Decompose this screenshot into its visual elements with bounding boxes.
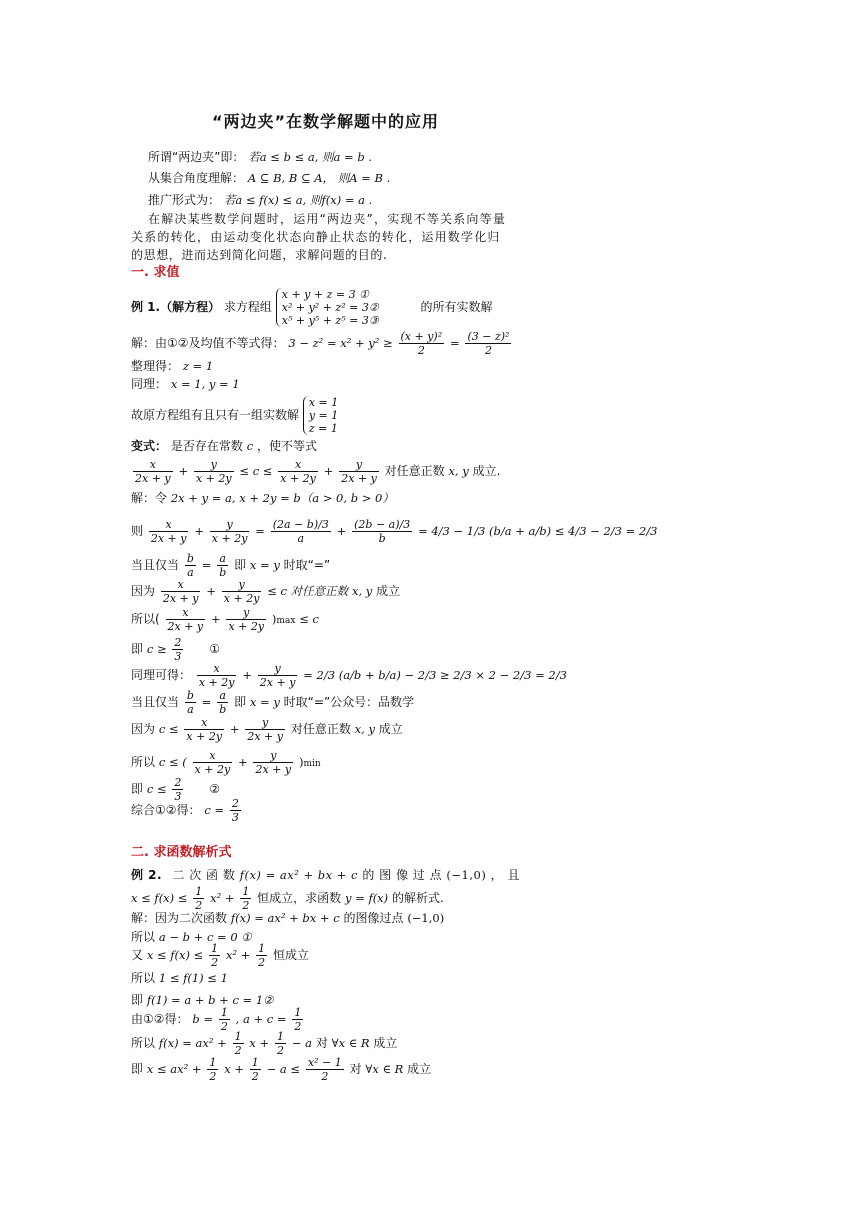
numerator: 1 xyxy=(234,1030,242,1043)
denominator: 2 xyxy=(220,1020,228,1033)
numerator: (3 − z)² xyxy=(467,330,510,343)
variant-text: 是否存在常数 xyxy=(170,439,243,453)
example-2-text-3: ， 且 xyxy=(490,868,520,882)
equals-sign: = xyxy=(201,695,212,709)
numerator: 1 xyxy=(242,885,250,898)
fraction xyxy=(278,458,318,485)
line-math-2: x + xyxy=(224,1062,244,1076)
inequality-tail-2: 成立. xyxy=(472,464,501,478)
solution-2-line-4 xyxy=(131,970,228,986)
fraction xyxy=(240,885,251,912)
denominator: 2x + y xyxy=(255,763,292,776)
line-vars: x, y xyxy=(354,722,375,736)
fraction xyxy=(230,797,241,824)
line-text: 成立 xyxy=(376,584,401,598)
line-label: 解：因为二次函数 xyxy=(131,911,228,925)
solution-2-line-7 xyxy=(131,1030,397,1057)
numerator: x xyxy=(133,458,173,472)
variant-intro xyxy=(131,438,317,454)
line-label: 即 xyxy=(131,642,144,656)
example-1-tail: 的所有实数解 xyxy=(420,300,493,314)
example-2-line-1 xyxy=(131,867,520,883)
line-text-2: 成立 xyxy=(407,1062,432,1076)
solution-2-line-1 xyxy=(131,910,444,926)
line-math: 1 ≤ f(1) ≤ 1 xyxy=(158,971,228,985)
solution-line-1-label: 解：由①②及均值不等式得： xyxy=(131,336,285,350)
numerator: x xyxy=(149,518,189,532)
example-2-line-2 xyxy=(131,885,444,912)
paren: ) xyxy=(298,755,304,769)
solution-line-12 xyxy=(131,689,414,716)
variant-inequality: $\frac{x}{2x + y}$ + $\frac{y}{x + 2y}$ ≤ c ≤ $\frac{x}{x + 2y}$ + $\frac{y}{2x + y}$ 对任意正数 x, y 成立. xyxy=(135,458,501,485)
denominator: 2 xyxy=(417,344,425,357)
fraction xyxy=(193,885,204,912)
circled-1: ① xyxy=(209,642,220,656)
example-1 xyxy=(131,286,493,328)
numerator: 1 xyxy=(220,1006,228,1019)
equation-2: x² + y² + z² = 3② xyxy=(281,301,379,314)
line-label: 因为 xyxy=(131,722,156,736)
fraction xyxy=(275,1030,286,1057)
min-subscript: min xyxy=(303,759,321,769)
line-math: x ≤ f(x) ≤ xyxy=(146,948,204,962)
line-label: 即 xyxy=(131,1062,144,1076)
line-label: 所以 xyxy=(131,971,156,985)
denominator: 2x + y xyxy=(259,676,296,689)
line-label: 所以 xyxy=(131,930,156,944)
numerator: y xyxy=(258,662,298,676)
line-math: f(x) = ax² + xyxy=(158,1036,227,1050)
denominator: x + 2y xyxy=(280,472,316,485)
denominator: 2 xyxy=(484,344,492,357)
line-label: 所以( xyxy=(131,612,160,626)
denominator: 2 xyxy=(209,1070,217,1083)
line-text: 的图像过点 xyxy=(343,911,404,925)
numerator: 1 xyxy=(251,1056,259,1069)
fraction xyxy=(233,1030,244,1057)
line-text: 即 xyxy=(234,558,247,572)
line-math: x = 1, y = 1 xyxy=(170,377,240,391)
numerator: 2 xyxy=(231,797,239,810)
fraction xyxy=(193,749,233,776)
line-text: 恒成立，求函数 xyxy=(257,891,342,905)
numerator: 1 xyxy=(258,942,266,955)
line-math: = 4/3 − 1/3 (b/a + a/b) ≤ 4/3 − 2/3 = 2/3 xyxy=(418,524,658,538)
denominator: x + 2y xyxy=(198,676,235,689)
line-vars: x, y xyxy=(351,584,373,598)
line-text-2: 的解析式. xyxy=(392,891,444,905)
example-2-point: (−1,0) xyxy=(446,868,487,882)
fraction xyxy=(250,1056,261,1083)
line-math: b = xyxy=(192,1012,214,1026)
fraction xyxy=(217,552,228,579)
intro-paragraph-line-2: 关系的转化，由运动变化状态向静止状态的转化，运用数学化归 xyxy=(131,230,501,244)
line-math: c ≤ xyxy=(146,782,167,796)
denominator: 2x + y xyxy=(341,472,377,485)
fraction xyxy=(184,716,224,743)
intro-line-3-math: 若a ≤ f(x) ≤ a, 则f(x) = a . xyxy=(223,193,373,207)
numerator: 2 xyxy=(174,636,182,649)
fraction xyxy=(133,458,173,485)
intro-line-2-label: 从集合角度理解： xyxy=(148,171,245,185)
denominator: 3 xyxy=(231,811,239,824)
fraction xyxy=(245,716,285,743)
denominator: b xyxy=(378,532,386,545)
denominator: 2x + y xyxy=(150,532,187,545)
numerator: a xyxy=(217,552,228,566)
line-label: 即 xyxy=(131,993,144,1007)
example-2-text: 二 次 函 数 xyxy=(172,868,236,882)
fraction xyxy=(399,330,445,357)
example-2-label: 例 2. xyxy=(131,868,163,882)
line-math-3: − a xyxy=(291,1036,312,1050)
fraction xyxy=(166,606,206,633)
inequality-middle: ≤ c ≤ xyxy=(239,464,273,478)
fraction xyxy=(306,1056,344,1083)
line-math: ≤ c xyxy=(299,612,319,626)
numerator: x xyxy=(184,716,224,730)
fraction xyxy=(339,458,379,485)
line-math: ≤ c 对任意正数 xyxy=(267,584,349,598)
line-math: f(1) = a + b + c = 1② xyxy=(146,993,274,1007)
max-subscript: max xyxy=(276,616,296,626)
solution-2-line-3 xyxy=(131,942,309,969)
fraction xyxy=(352,518,412,545)
line-label: 故原方程组有且只有一组实数解 xyxy=(131,408,300,422)
numerator: (2a − b)/3 xyxy=(272,518,329,531)
intro-line-3 xyxy=(148,192,372,208)
equals-sign: = xyxy=(449,336,460,350)
fraction xyxy=(194,458,234,485)
solution-line-4 xyxy=(131,396,338,435)
solution-line-1-math: 3 − z² = x² + y² ≥ xyxy=(288,336,393,350)
line-label: 当且仅当 xyxy=(131,558,180,572)
numerator: y xyxy=(253,749,293,763)
fraction xyxy=(256,942,267,969)
denominator: x + 2y xyxy=(186,730,223,743)
denominator: 2 xyxy=(321,1070,329,1083)
denominator: 2 xyxy=(234,1044,242,1057)
line-label: 所以 xyxy=(131,1036,156,1050)
denominator: a xyxy=(187,703,194,716)
numerator: y xyxy=(339,458,379,472)
line-math: c ≤ xyxy=(158,722,179,736)
numerator: x xyxy=(197,662,237,676)
line-math-2: x + xyxy=(249,1036,270,1050)
fraction xyxy=(209,942,220,969)
denominator: a xyxy=(297,532,305,545)
line-text-2: 时取“=” xyxy=(283,558,331,572)
equation-1: x + y + z = 3 ① xyxy=(281,288,369,301)
denominator: 2x + y xyxy=(247,730,283,743)
fraction xyxy=(465,330,511,357)
fraction xyxy=(219,1006,230,1033)
numerator: x² − 1 xyxy=(307,1056,342,1069)
inequality-tail: 对任意正数 xyxy=(384,464,445,478)
line-math: f(x) = ax² + bx + c xyxy=(230,911,340,925)
numerator: 1 xyxy=(195,885,203,898)
line-label: 解：令 xyxy=(131,491,168,505)
line-math-3: y = f(x) xyxy=(345,891,389,905)
circled-2: ② xyxy=(209,782,220,796)
intro-paragraph-line-1: 在解决某些数学问题时，运用“两边夹”，实现不等关系向等量 xyxy=(148,212,507,226)
line-math: 2x + y = a, x + 2y = b（a > 0, b > 0） xyxy=(170,491,394,505)
fraction xyxy=(149,518,189,545)
intro-line-1-math: 若a ≤ b ≤ a, 则a = b . xyxy=(248,150,373,164)
variant-label: 变式： xyxy=(131,439,168,453)
line-text-2: 成立 xyxy=(373,1036,398,1050)
line-label: 整理得： xyxy=(131,359,180,373)
numerator: 1 xyxy=(211,942,219,955)
line-math: a − b + c = 0 ① xyxy=(158,930,252,944)
intro-line-1 xyxy=(148,149,372,165)
solution-y: y = 1 xyxy=(308,409,339,422)
solution-line-2 xyxy=(131,358,213,374)
line-label: 同理可得： xyxy=(131,668,192,682)
solution-line-13: 因为 c ≤ $\frac{x}{x + 2y}$ + $\frac{y}{2x + y}$ 对任意正数 x, y 成立 xyxy=(131,716,403,743)
solution-line-14: 所以 c ≤ ( $\frac{x}{x + 2y}$ + $\frac{y}{2x + y}$ )min xyxy=(131,749,321,776)
fraction xyxy=(253,749,293,776)
line-math: x = y xyxy=(249,695,280,709)
fraction xyxy=(217,689,228,716)
denominator: x + 2y xyxy=(195,472,232,485)
numerator: y xyxy=(194,458,234,472)
numerator: 1 xyxy=(294,1006,302,1019)
denominator: 2 xyxy=(195,899,203,912)
numerator: 2 xyxy=(174,776,182,789)
line-text: 对任意正数 xyxy=(290,722,351,736)
line-math: c = xyxy=(204,803,225,817)
denominator: b xyxy=(219,703,227,716)
numerator: (x + y)² xyxy=(400,330,443,343)
line-text-2: 成立 xyxy=(378,722,403,736)
solution-line-1 xyxy=(131,330,513,357)
line-label: 即 xyxy=(131,782,144,796)
numerator: 1 xyxy=(209,1056,217,1069)
fraction xyxy=(271,518,331,545)
intro-line-2 xyxy=(148,170,390,186)
denominator: 2 xyxy=(251,1070,259,1083)
fraction xyxy=(207,1056,218,1083)
solution-2-line-8 xyxy=(131,1056,431,1083)
line-math-2: , a + c = xyxy=(235,1012,287,1026)
solution-line-3 xyxy=(131,376,240,392)
line-text: 对 xyxy=(315,1036,328,1050)
solution-system xyxy=(303,396,338,435)
line-label: 又 xyxy=(131,948,144,962)
line-text: 恒成立 xyxy=(273,948,310,962)
paren: ) xyxy=(271,612,277,626)
line-math-4: ∀x ∈ R xyxy=(331,1036,370,1050)
example-2-text-2: 的 图 像 过 点 xyxy=(362,868,443,882)
example-1-system xyxy=(276,288,379,327)
fraction xyxy=(222,578,262,605)
intro-paragraph-line-3: 的思想，进而达到简化问题，求解问题的目的. xyxy=(131,248,388,262)
solution-x: x = 1 xyxy=(308,396,339,409)
solution-line-10 xyxy=(131,636,220,663)
fraction xyxy=(172,636,183,663)
numerator: b xyxy=(186,689,194,702)
line-math: c ≥ xyxy=(146,642,167,656)
numerator: 1 xyxy=(277,1030,285,1043)
numerator: x xyxy=(278,458,318,472)
denominator: 2 xyxy=(242,899,250,912)
numerator: (2b − a)/3 xyxy=(354,518,411,531)
line-label: 所以 xyxy=(131,755,156,769)
numerator: y xyxy=(245,716,285,730)
inequality-vars: x, y xyxy=(448,464,469,478)
fraction xyxy=(292,1006,303,1033)
solution-line-7 xyxy=(131,552,330,579)
denominator: a xyxy=(187,566,194,579)
denominator: x + 2y xyxy=(223,592,260,605)
denominator: 3 xyxy=(174,790,182,803)
line-math-4: ∀x ∈ R xyxy=(365,1062,404,1076)
variant-constant: c xyxy=(246,439,254,453)
example-1-text: 求方程组 xyxy=(223,300,272,314)
line-math: = 2/3 (a/b + b/a) − 2/3 ≥ 2/3 × 2 − 2/3 = 2/3 xyxy=(303,668,567,682)
line-math: x ≤ ax² + xyxy=(146,1062,202,1076)
numerator: x xyxy=(166,606,206,620)
line-text: 对 xyxy=(349,1062,362,1076)
fraction xyxy=(185,689,196,716)
line-label: 由①②得： xyxy=(131,1012,189,1026)
document-title: “两边夹”在数学解题中的应用 xyxy=(212,112,440,131)
line-math: c ≤ ( xyxy=(158,755,187,769)
equation-3: x⁵ + y⁵ + z⁵ = 3③ xyxy=(281,314,379,327)
line-math: x ≤ f(x) ≤ xyxy=(131,891,188,905)
line-math-2: x² + xyxy=(210,891,235,905)
line-label: 综合①②得： xyxy=(131,803,201,817)
denominator: 2x + y xyxy=(167,620,204,633)
fraction xyxy=(185,552,196,579)
fraction xyxy=(210,518,250,545)
numerator: x xyxy=(161,578,201,592)
line-text: 即 xyxy=(234,695,247,709)
solution-line-8: 因为 $\frac{x}{2x + y}$ + $\frac{y}{x + 2y}$ ≤ c 对任意正数 x, y 成立 xyxy=(131,578,401,605)
solution-line-16 xyxy=(131,797,243,824)
section-1-heading: 一. 求值 xyxy=(131,265,180,280)
fraction xyxy=(258,662,298,689)
denominator: x + 2y xyxy=(194,763,231,776)
example-2-function: f(x) = ax² + bx + c xyxy=(239,868,358,882)
denominator: 2x + y xyxy=(162,592,199,605)
solution-z: z = 1 xyxy=(308,422,338,435)
fraction xyxy=(161,578,201,605)
numerator: y xyxy=(222,578,262,592)
line-math: z = 1 xyxy=(182,359,214,373)
line-point: (−1,0) xyxy=(407,911,445,925)
numerator: x xyxy=(193,749,233,763)
denominator: x + 2y xyxy=(211,532,248,545)
numerator: y xyxy=(210,518,250,532)
denominator: 3 xyxy=(174,650,182,663)
denominator: x + 2y xyxy=(228,620,265,633)
line-label: 因为 xyxy=(131,584,156,598)
line-math-2: x² + xyxy=(225,948,251,962)
variant-text-2: ，使不等式 xyxy=(256,439,317,453)
solution-line-9: 所以( $\frac{x}{2x + y}$ + $\frac{y}{x + 2y}$ )max ≤ c xyxy=(131,606,319,633)
equals-sign: = xyxy=(201,558,212,572)
intro-line-2-math: A ⊆ B, B ⊆ A， 则A = B . xyxy=(247,171,391,185)
intro-line-3-label: 推广形式为： xyxy=(148,193,221,207)
line-math: x = y xyxy=(249,558,280,572)
solution-line-11: 同理可得： $\frac{x}{x + 2y}$ + $\frac{y}{2x + y}$ = 2/3 (a/b + b/a) − 2/3 ≥ 2/3 × 2 − 2/3 = 2/3 xyxy=(131,662,567,689)
numerator: b xyxy=(186,552,194,565)
line-text-2: 时取“=”公众号：品数学 xyxy=(283,695,415,709)
denominator: b xyxy=(219,566,227,579)
solution-2-line-6 xyxy=(131,1006,305,1033)
denominator: 2 xyxy=(294,1020,302,1033)
numerator: y xyxy=(226,606,266,620)
fraction xyxy=(226,606,266,633)
numerator: a xyxy=(217,689,228,703)
solution-line-6: 则 $\frac{x}{2x + y}$ + $\frac{y}{x + 2y}$ = $\frac{(2a - b)/3}{a}$ + $\frac{(2b - a)/3}{b}$ = 4/3 − 1/3 (b/a + a/b) ≤ 4/3 − 2/3 = 2/3 xyxy=(131,518,658,545)
denominator: 2x + y xyxy=(135,472,171,485)
line-math-3: − a ≤ xyxy=(266,1062,301,1076)
fraction xyxy=(197,662,237,689)
solution-line-5 xyxy=(131,490,394,506)
line-label: 同理： xyxy=(131,377,168,391)
section-2-heading: 二. 求函数解析式 xyxy=(131,845,232,860)
denominator: 2 xyxy=(211,956,219,969)
line-label: 当且仅当 xyxy=(131,695,180,709)
denominator: 2 xyxy=(277,1044,285,1057)
line-label: 则 xyxy=(131,524,144,538)
example-1-label: 例 1.（解方程） xyxy=(131,300,221,314)
denominator: 2 xyxy=(258,956,266,969)
intro-line-1-label: 所谓“两边夹”即： xyxy=(148,150,245,164)
